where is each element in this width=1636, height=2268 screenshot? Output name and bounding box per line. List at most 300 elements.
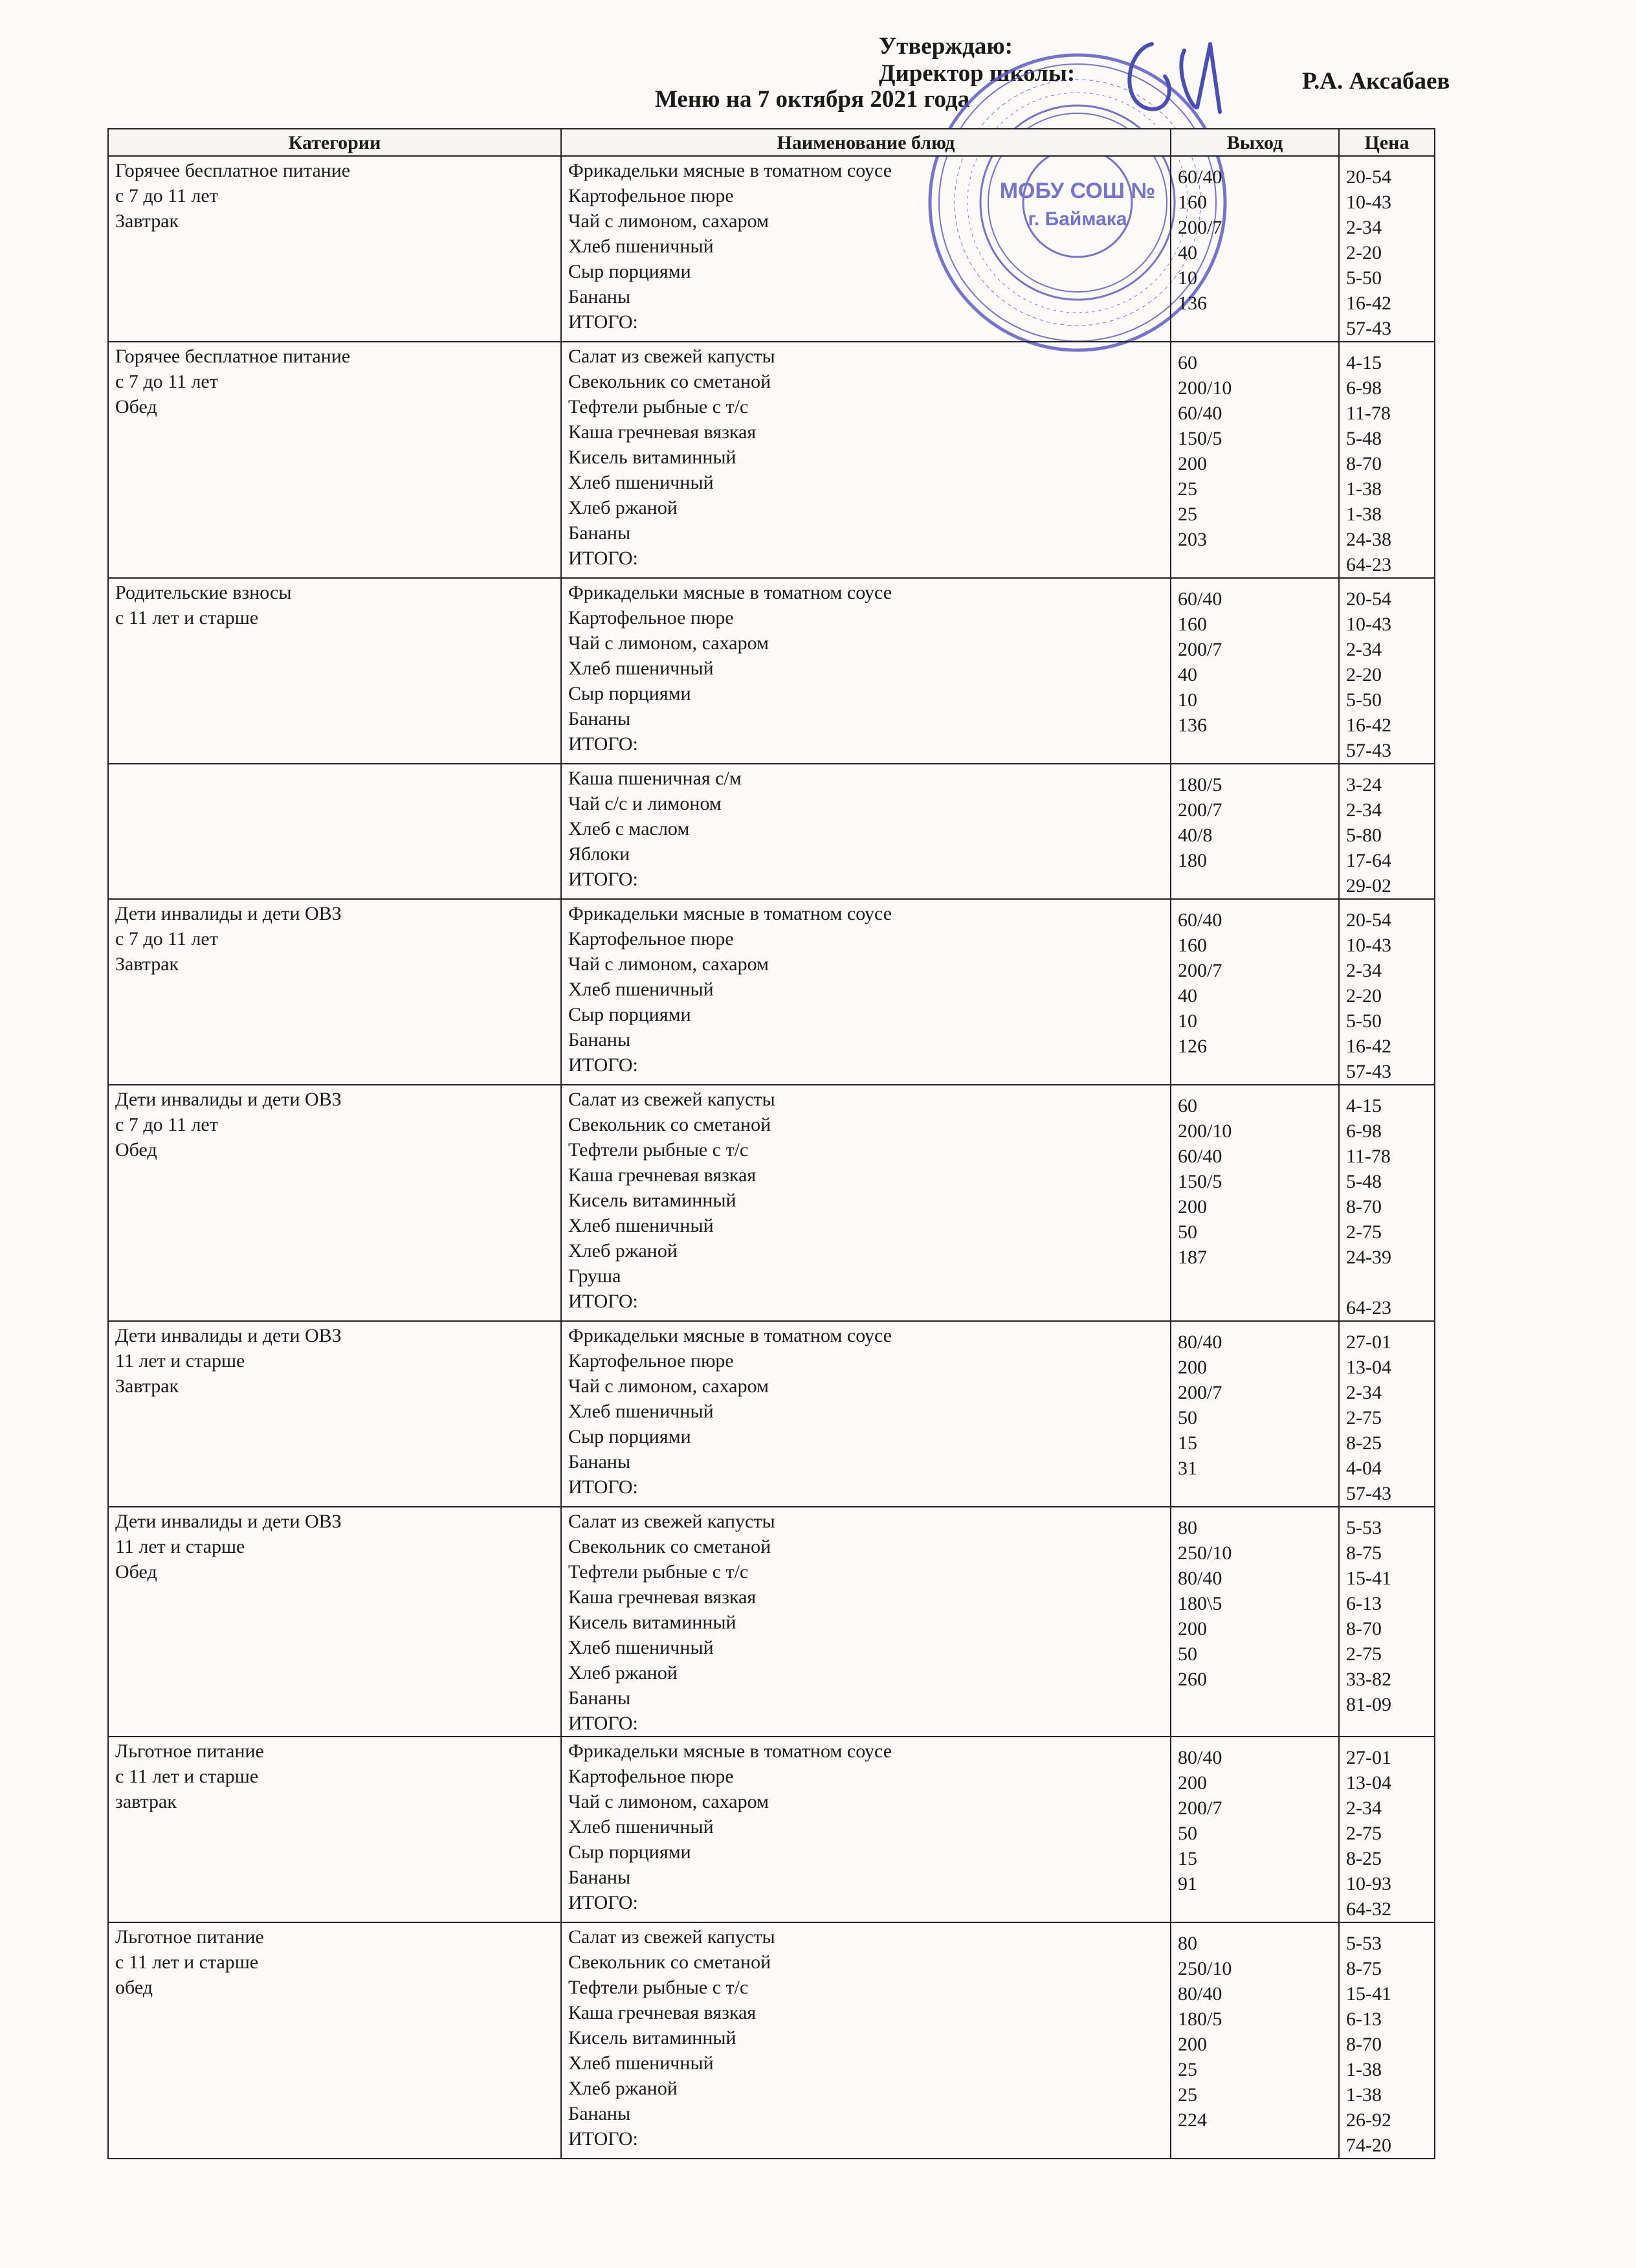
yield-cell: [1171, 342, 1339, 578]
dishes-line: ИТОГО:: [568, 869, 638, 890]
category-cell: [108, 1922, 561, 2159]
table-row: [108, 1922, 1435, 2159]
price-line: 5-50: [1346, 1010, 1382, 1032]
price-line: 5-53: [1346, 1517, 1382, 1539]
yield-line: 200/7: [1178, 217, 1222, 238]
yield-line: 200: [1178, 1196, 1207, 1217]
document-title: Меню на 7 октября 2021 года: [655, 86, 970, 113]
dishes-cell: [561, 1737, 1171, 1922]
price-line: 20-54: [1346, 909, 1391, 931]
category-line: Горячее бесплатное питание: [115, 160, 351, 181]
price-line: 16-42: [1346, 1036, 1391, 1057]
dishes-line: Кисель витаминный: [568, 1612, 736, 1633]
yield-line: 80/40: [1178, 1983, 1222, 2005]
price-cell: [1339, 899, 1435, 1085]
dishes-line: Свекольник со сметаной: [568, 371, 771, 392]
price-cell: [1339, 1922, 1435, 2159]
price-cell: [1339, 1085, 1435, 1321]
dishes-cell: [561, 1321, 1171, 1507]
dishes-line: Кисель витаминный: [568, 447, 736, 468]
dishes-line: Хлеб ржаной: [568, 1662, 678, 1684]
table-row: [108, 1507, 1435, 1737]
dishes-line: Сыр порциями: [568, 261, 691, 282]
category-cell: [108, 1507, 561, 1737]
price-line: 11-78: [1346, 1146, 1391, 1167]
category-line: 11 лет и старше: [115, 1350, 245, 1372]
yield-line: 160: [1178, 935, 1207, 956]
yield-line: 136: [1178, 715, 1207, 736]
table-row: [108, 342, 1435, 578]
yield-line: 60/40: [1178, 1146, 1222, 1167]
dishes-line: Свекольник со сметаной: [568, 1114, 771, 1135]
yield-line: 60/40: [1178, 588, 1222, 610]
price-line: 8-70: [1346, 453, 1382, 474]
dishes-line: Бананы: [568, 1029, 631, 1051]
price-line: 4-04: [1346, 1458, 1382, 1479]
dishes-line: Каша пшеничная с/м: [568, 768, 742, 789]
price-line: 2-34: [1346, 639, 1382, 660]
price-line: 2-75: [1346, 1823, 1382, 1844]
yield-line: 260: [1178, 1669, 1207, 1690]
price-line: 2-20: [1346, 242, 1382, 263]
category-line: 11 лет и старше: [115, 1536, 245, 1557]
yield-line: 15: [1178, 1848, 1197, 1869]
dishes-line: ИТОГО:: [568, 1291, 638, 1312]
category-line: с 7 до 11 лет: [115, 1114, 218, 1135]
category-line: Горячее бесплатное питание: [115, 346, 351, 367]
yield-line: 136: [1178, 293, 1207, 314]
category-line: завтрак: [115, 1791, 177, 1812]
price-line: 5-50: [1346, 689, 1382, 711]
category-cell: [108, 156, 561, 342]
yield-cell: [1171, 1321, 1339, 1507]
yield-line: 126: [1178, 1036, 1207, 1057]
dishes-line: Фрикадельки мясные в томатном соусе: [568, 1325, 892, 1346]
yield-line: 180: [1178, 850, 1207, 871]
category-line: Льготное питание: [115, 1740, 264, 1762]
dishes-line: Тефтели рыбные с т/с: [568, 1561, 749, 1583]
yield-line: 25: [1178, 2084, 1197, 2106]
yield-line: 10: [1178, 689, 1197, 711]
category-line: с 11 лет и старше: [115, 607, 259, 628]
yield-cell: [1171, 1507, 1339, 1737]
dishes-line: Сыр порциями: [568, 1004, 691, 1025]
price-cell: [1339, 578, 1435, 764]
yield-line: 80/40: [1178, 1331, 1222, 1353]
price-line: 57-43: [1346, 1483, 1391, 1504]
dishes-line: Хлеб пшеничный: [568, 472, 714, 493]
menu-table: [107, 128, 1435, 2159]
price-line: 57-43: [1346, 740, 1391, 761]
category-line: с 7 до 11 лет: [115, 371, 218, 392]
dishes-line: Хлеб ржаной: [568, 2078, 678, 2099]
price-line: 5-53: [1346, 1933, 1382, 1954]
dishes-line: ИТОГО:: [568, 1476, 638, 1498]
table-row: [108, 1085, 1435, 1321]
table-row: [108, 764, 1435, 899]
yield-line: 200: [1178, 453, 1207, 474]
price-line: 6-98: [1346, 377, 1382, 399]
category-line: Завтрак: [115, 210, 179, 232]
table-header-row: [108, 129, 1435, 156]
yield-line: 80/40: [1178, 1747, 1222, 1768]
yield-line: 200/7: [1178, 960, 1222, 981]
category-line: Обед: [115, 396, 157, 417]
price-line: 1-38: [1346, 2084, 1382, 2106]
dishes-cell: [561, 1507, 1171, 1737]
price-line: 57-43: [1346, 318, 1391, 339]
yield-line: 200/10: [1178, 1120, 1232, 1142]
category-line: обед: [115, 1977, 153, 1998]
price-line: 3-24: [1346, 774, 1382, 795]
yield-line: 250/10: [1178, 1542, 1232, 1564]
yield-line: 200/7: [1178, 799, 1222, 821]
category-line: с 7 до 11 лет: [115, 928, 218, 950]
price-line: 24-38: [1346, 529, 1391, 550]
dishes-line: Салат из свежей капусты: [568, 1089, 775, 1110]
price-line: 8-70: [1346, 1618, 1382, 1640]
dishes-line: Картофельное пюре: [568, 928, 734, 950]
dishes-line: Сыр порциями: [568, 1426, 691, 1447]
price-line: 2-34: [1346, 1382, 1382, 1403]
price-line: 5-80: [1346, 825, 1382, 846]
price-line: 8-75: [1346, 1542, 1382, 1564]
dishes-line: ИТОГО:: [568, 733, 638, 755]
dishes-line: Тефтели рыбные с т/с: [568, 1977, 749, 1998]
dishes-line: Салат из свежей капусты: [568, 346, 775, 367]
dishes-line: Кисель витаминный: [568, 1190, 736, 1211]
yield-line: 60: [1178, 352, 1197, 373]
price-line: 2-34: [1346, 217, 1382, 238]
category-cell: [108, 899, 561, 1085]
dishes-line: Фрикадельки мясные в томатном соусе: [568, 903, 892, 924]
yield-line: 80: [1178, 1933, 1197, 1954]
yield-line: 150/5: [1178, 1171, 1222, 1192]
yield-line: 180\5: [1178, 1593, 1222, 1614]
yield-line: 10: [1178, 267, 1197, 289]
price-line: 16-42: [1346, 293, 1391, 314]
dishes-line: Чай с лимоном, сахаром: [568, 632, 769, 654]
dishes-cell: [561, 578, 1171, 764]
price-line: 5-48: [1346, 1171, 1382, 1192]
yield-line: 50: [1178, 1407, 1197, 1429]
yield-line: 25: [1178, 2059, 1197, 2080]
price-cell: [1339, 342, 1435, 578]
price-line: 6-13: [1346, 2008, 1382, 2030]
price-line: 20-54: [1346, 166, 1391, 188]
price-line: 8-25: [1346, 1432, 1382, 1454]
dishes-line: Кисель витаминный: [568, 2027, 736, 2049]
price-line: 17-64: [1346, 850, 1391, 871]
dishes-line: Картофельное пюре: [568, 1350, 734, 1372]
table-row: [108, 578, 1435, 764]
category-line: Обед: [115, 1561, 157, 1583]
price-line: 4-15: [1346, 1095, 1382, 1117]
dishes-cell: [561, 764, 1171, 899]
price-line: 13-04: [1346, 1772, 1391, 1794]
header-price: Цена: [1339, 129, 1435, 156]
yield-line: 200/7: [1178, 1382, 1222, 1403]
yield-cell: [1171, 1922, 1339, 2159]
price-line: 2-75: [1346, 1221, 1382, 1243]
price-line: 2-34: [1346, 960, 1382, 981]
dishes-line: Фрикадельки мясные в томатном соусе: [568, 160, 892, 181]
yield-line: 150/5: [1178, 428, 1222, 449]
stamp-center-line1: МОБУ СОШ №: [999, 179, 1156, 203]
dishes-line: Хлеб с маслом: [568, 818, 690, 839]
price-line: 24-39: [1346, 1247, 1391, 1268]
price-cell: [1339, 1321, 1435, 1507]
dishes-line: Хлеб пшеничный: [568, 2052, 714, 2074]
dishes-line: Хлеб ржаной: [568, 1240, 678, 1262]
price-line: 1-38: [1346, 504, 1382, 525]
dishes-line: Бананы: [568, 1451, 631, 1473]
table-row: [108, 1321, 1435, 1507]
dishes-line: Хлеб пшеничный: [568, 658, 714, 679]
yield-line: 200/10: [1178, 377, 1232, 399]
yield-line: 80/40: [1178, 1568, 1222, 1589]
dishes-line: ИТОГО:: [568, 1054, 638, 1076]
category-line: с 7 до 11 лет: [115, 185, 218, 206]
yield-line: 200: [1178, 1618, 1207, 1640]
price-line: 10-43: [1346, 614, 1391, 635]
category-cell: [108, 1085, 561, 1321]
price-line: 81-09: [1346, 1694, 1391, 1715]
price-line: 4-15: [1346, 352, 1382, 373]
price-line: 6-98: [1346, 1120, 1382, 1142]
approval-label: Утверждаю:: [879, 33, 1013, 60]
yield-line: 25: [1178, 504, 1197, 525]
table-row: [108, 156, 1435, 342]
table-row: [108, 1737, 1435, 1922]
dishes-line: Каша гречневая вязкая: [568, 1586, 757, 1608]
category-line: Льготное питание: [115, 1926, 264, 1948]
yield-line: 91: [1178, 1873, 1197, 1895]
dishes-line: Тефтели рыбные с т/с: [568, 396, 749, 417]
price-line: 11-78: [1346, 403, 1391, 424]
yield-line: 60: [1178, 1095, 1197, 1117]
price-line: 33-82: [1346, 1669, 1391, 1690]
dishes-line: Сыр порциями: [568, 1841, 691, 1863]
yield-cell: [1171, 764, 1339, 899]
dishes-line: Чай с/с и лимоном: [568, 793, 722, 814]
dishes-cell: [561, 1922, 1171, 2159]
dishes-line: Хлеб пшеничный: [568, 236, 714, 257]
yield-line: 50: [1178, 1643, 1197, 1665]
dishes-line: Фрикадельки мясные в томатном соусе: [568, 582, 892, 603]
price-line: 26-92: [1346, 2109, 1391, 2131]
yield-cell: [1171, 156, 1339, 342]
category-line: Дети инвалиды и дети ОВЗ: [115, 903, 342, 924]
price-cell: [1339, 764, 1435, 899]
price-line: 74-20: [1346, 2135, 1391, 2156]
yield-line: 80: [1178, 1517, 1197, 1539]
yield-line: 50: [1178, 1823, 1197, 1844]
category-line: Дети инвалиды и дети ОВЗ: [115, 1325, 342, 1346]
yield-line: 40: [1178, 664, 1197, 685]
yield-line: 200/7: [1178, 639, 1222, 660]
dishes-line: Салат из свежей капусты: [568, 1511, 775, 1532]
dishes-line: Яблоки: [568, 843, 630, 865]
price-cell: [1339, 1507, 1435, 1737]
yield-line: 200: [1178, 1357, 1207, 1378]
category-line: Дети инвалиды и дети ОВЗ: [115, 1511, 342, 1532]
yield-line: 200/7: [1178, 1797, 1222, 1819]
dishes-line: ИТОГО:: [568, 548, 638, 569]
dishes-line: Хлеб пшеничный: [568, 979, 714, 1000]
dishes-line: Хлеб пшеничный: [568, 1401, 714, 1422]
price-line: 16-42: [1346, 715, 1391, 736]
dishes-line: Свекольник со сметаной: [568, 1536, 771, 1557]
dishes-line: Каша гречневая вязкая: [568, 2002, 757, 2023]
header-yield: Выход: [1171, 129, 1339, 156]
stamp-center-line2: г. Баймака: [1028, 208, 1127, 230]
price-line: 8-70: [1346, 1196, 1382, 1217]
yield-cell: [1171, 1085, 1339, 1321]
yield-line: 40: [1178, 242, 1197, 263]
price-line: 13-04: [1346, 1357, 1391, 1378]
dishes-line: Чай с лимоном, сахаром: [568, 210, 769, 232]
price-line: 5-48: [1346, 428, 1382, 449]
category-line: с 11 лет и старше: [115, 1951, 259, 1973]
dishes-line: Каша гречневая вязкая: [568, 1164, 757, 1186]
dishes-line: Сыр порциями: [568, 683, 691, 704]
table-row: [108, 899, 1435, 1085]
yield-line: 15: [1178, 1432, 1197, 1454]
yield-line: 25: [1178, 478, 1197, 500]
category-cell: [108, 342, 561, 578]
dishes-line: Бананы: [568, 1867, 631, 1888]
dishes-line: Хлеб пшеничный: [568, 1637, 714, 1658]
dishes-line: Тефтели рыбные с т/с: [568, 1139, 749, 1161]
price-line: 1-38: [1346, 2059, 1382, 2080]
dishes-line: Чай с лимоном, сахаром: [568, 1791, 769, 1812]
price-line: [1346, 1270, 1428, 1295]
yield-line: 40: [1178, 985, 1197, 1006]
category-cell: [108, 578, 561, 764]
dishes-line: Груша: [568, 1265, 621, 1287]
dishes-line: Фрикадельки мясные в томатном соусе: [568, 1740, 892, 1762]
category-line: с 11 лет и старше: [115, 1766, 259, 1787]
header-categories: Категории: [108, 129, 561, 156]
price-line: 64-32: [1346, 1898, 1391, 1920]
price-line: 2-34: [1346, 1797, 1382, 1819]
dishes-cell: [561, 1085, 1171, 1321]
header-dishes: Наименование блюд: [561, 129, 1171, 156]
category-line: Обед: [115, 1139, 157, 1161]
category-cell: [108, 764, 561, 899]
yield-cell: [1171, 578, 1339, 764]
price-line: 10-93: [1346, 1873, 1391, 1895]
dishes-line: Хлеб ржаной: [568, 497, 678, 518]
price-line: 8-70: [1346, 2034, 1382, 2055]
price-line: 29-02: [1346, 875, 1391, 896]
dishes-line: Картофельное пюре: [568, 185, 734, 206]
price-line: 2-75: [1346, 1407, 1382, 1429]
dishes-cell: [561, 156, 1171, 342]
yield-line: 250/10: [1178, 1958, 1232, 1979]
yield-line: 180/5: [1178, 2008, 1222, 2030]
yield-line: 180/5: [1178, 774, 1222, 795]
yield-line: 40/8: [1178, 825, 1213, 846]
category-cell: [108, 1321, 561, 1507]
dishes-line: ИТОГО:: [568, 311, 638, 333]
dishes-line: Картофельное пюре: [568, 1766, 734, 1787]
yield-line: 60/40: [1178, 403, 1222, 424]
dishes-cell: [561, 342, 1171, 578]
dishes-line: Хлеб пшеничный: [568, 1816, 714, 1838]
dishes-line: ИТОГО:: [568, 1713, 638, 1734]
dishes-line: Картофельное пюре: [568, 607, 734, 628]
dishes-line: Чай с лимоном, сахаром: [568, 1375, 769, 1397]
price-line: 1-38: [1346, 478, 1382, 500]
dishes-line: Бананы: [568, 1687, 631, 1709]
price-line: 64-23: [1346, 1297, 1391, 1318]
dishes-line: Бананы: [568, 286, 631, 307]
yield-line: 203: [1178, 529, 1207, 550]
price-line: 8-75: [1346, 1958, 1382, 1979]
dishes-line: ИТОГО:: [568, 1892, 638, 1913]
yield-line: 160: [1178, 614, 1207, 635]
price-line: 6-13: [1346, 1593, 1382, 1614]
yield-line: 187: [1178, 1247, 1207, 1268]
price-line: 8-25: [1346, 1848, 1382, 1869]
category-line: Завтрак: [115, 1375, 179, 1397]
price-cell: [1339, 1737, 1435, 1922]
director-label: Директор школы:: [879, 60, 1076, 87]
price-line: 64-23: [1346, 554, 1391, 575]
price-line: 15-41: [1346, 1568, 1391, 1589]
price-line: 2-34: [1346, 799, 1382, 821]
yield-line: 60/40: [1178, 166, 1222, 188]
price-line: 2-20: [1346, 664, 1382, 685]
category-line: Родительские взносы: [115, 582, 292, 603]
dishes-line: Каша гречневая вязкая: [568, 421, 757, 443]
dishes-line: Чай с лимоном, сахаром: [568, 953, 769, 975]
price-line: 15-41: [1346, 1983, 1391, 2005]
yield-line: 200: [1178, 1772, 1207, 1794]
dishes-line: Бананы: [568, 708, 631, 729]
category-line: Дети инвалиды и дети ОВЗ: [115, 1089, 342, 1110]
yield-line: 200: [1178, 2034, 1207, 2055]
dishes-line: Хлеб пшеничный: [568, 1215, 714, 1236]
dishes-line: Бананы: [568, 522, 631, 544]
dishes-line: Бананы: [568, 2103, 631, 2124]
dishes-line: Свекольник со сметаной: [568, 1951, 771, 1973]
yield-line: 31: [1178, 1458, 1197, 1479]
category-cell: [108, 1737, 561, 1922]
yield-line: 60/40: [1178, 909, 1222, 931]
price-line: 20-54: [1346, 588, 1391, 610]
yield-line: 160: [1178, 192, 1207, 213]
price-line: 27-01: [1346, 1747, 1391, 1768]
yield-line: 10: [1178, 1010, 1197, 1032]
category-line: Завтрак: [115, 953, 179, 975]
price-cell: [1339, 156, 1435, 342]
price-line: 57-43: [1346, 1061, 1391, 1082]
yield-line: 224: [1178, 2109, 1207, 2131]
dishes-line: Салат из свежей капусты: [568, 1926, 775, 1948]
director-name: Р.А. Аксабаев: [1302, 68, 1450, 94]
price-line: 5-50: [1346, 267, 1382, 289]
price-line: 27-01: [1346, 1331, 1391, 1353]
price-line: 2-75: [1346, 1643, 1382, 1665]
yield-cell: [1171, 1737, 1339, 1922]
director-signature-icon: [1113, 31, 1243, 122]
yield-line: 50: [1178, 1221, 1197, 1243]
price-line: 10-43: [1346, 935, 1391, 956]
yield-cell: [1171, 899, 1339, 1085]
